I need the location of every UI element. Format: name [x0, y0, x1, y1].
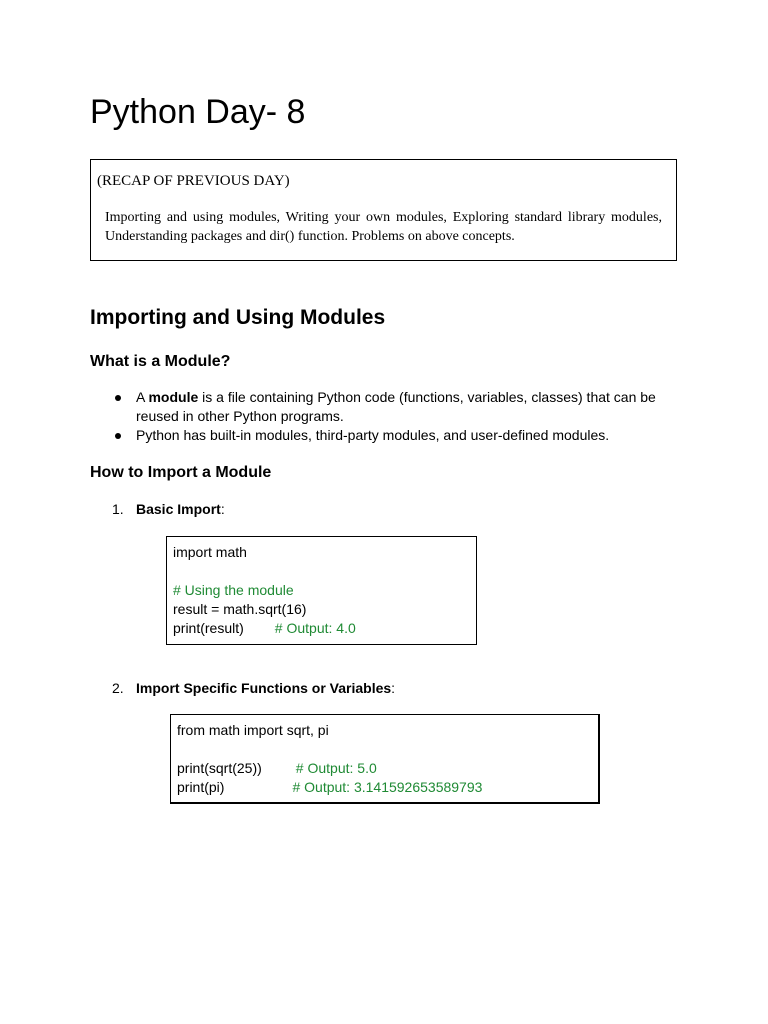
code-comment: # Output: 4.0 [274, 620, 356, 636]
item-label: Import Specific Functions or Variables [136, 680, 392, 696]
how-to-import-heading: How to Import a Module [90, 464, 272, 481]
code-blank-line [177, 740, 592, 759]
code-line: from math import sqrt, pi [177, 722, 329, 738]
bullet-icon [115, 433, 121, 439]
item-suffix: : [220, 501, 225, 517]
code-text: print(sqrt(25)) [177, 760, 262, 776]
section-heading: Importing and Using Modules [90, 306, 386, 329]
bullet-icon [115, 395, 121, 401]
module-bullet-list [112, 388, 672, 445]
numbered-item-basic-import [112, 500, 225, 518]
bullet-text: is a file containing Python code (functions, variables, classes) that can be reused in other Python programs. [136, 389, 656, 424]
numbered-item-import-specific [112, 679, 395, 697]
list-item [112, 388, 672, 426]
bullet-text: Python has built-in modules, third-party modules, and user-defined modules. [136, 427, 610, 443]
code-comment: # Output: 3.141592653589793 [292, 779, 483, 795]
item-number: 1. [112, 501, 124, 517]
bullet-prefix: A [136, 389, 149, 405]
what-is-module-heading: What is a Module? [90, 353, 231, 370]
item-suffix: : [391, 680, 396, 696]
code-comment: # Using the module [173, 582, 294, 598]
item-label: Basic Import [136, 501, 221, 517]
code-block-import-specific [170, 714, 600, 804]
recap-body: Importing and using modules, Writing your own modules, Exploring standard library modules, Understanding packages and dir() function. Problems on above concepts. [105, 210, 662, 244]
code-line: import math [173, 544, 247, 560]
code-line: result = math.sqrt(16) [173, 601, 307, 617]
code-line [173, 619, 470, 638]
recap-box [90, 159, 677, 261]
recap-heading: (RECAP OF PREVIOUS DAY) [97, 173, 290, 189]
code-line [177, 759, 592, 778]
code-blank-line [173, 562, 470, 581]
code-text: print(result) [173, 620, 244, 636]
item-number: 2. [112, 680, 124, 696]
code-line [177, 778, 592, 797]
code-comment: # Output: 5.0 [295, 760, 377, 776]
code-block-basic-import [166, 536, 477, 645]
code-text: print(pi) [177, 779, 225, 795]
page-title: Python Day- 8 [90, 93, 306, 131]
bullet-bold-term: module [148, 389, 199, 405]
list-item [112, 426, 672, 445]
